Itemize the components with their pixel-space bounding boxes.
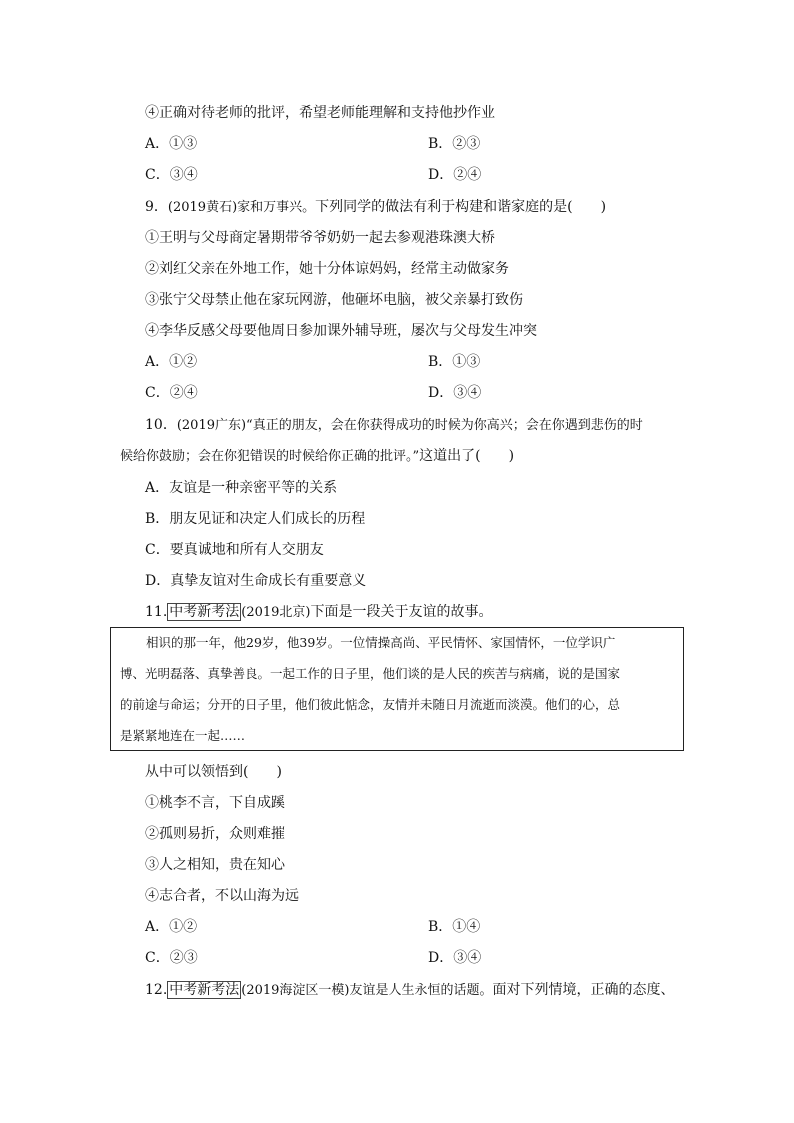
q11-item-3: ③人之相知，贵在知心 xyxy=(145,857,285,873)
q9-number: 9． xyxy=(145,199,168,215)
q10-quote-1: (2019广东)“真正的朋友，会在你获得成功的时候为你高兴；会在你遇到悲伤的时 xyxy=(176,418,643,433)
q12-source: (2019海淀区一模)友谊是人生永恒的话题。 xyxy=(241,983,493,998)
q8-option-b: B．②③ xyxy=(428,136,481,152)
q9-option-d: D．③④ xyxy=(428,385,482,401)
q11-new-method-tag: 中考新考法 xyxy=(169,604,240,620)
q11-question: 下面是一段关于友谊的故事。 xyxy=(310,604,493,620)
q12-number: 12. xyxy=(145,982,168,998)
q11-story-line-4: 是紧紧地连在一起…… xyxy=(120,728,246,743)
q10-question: 这道出了( ) xyxy=(419,448,515,464)
q11-option-d: D．③④ xyxy=(428,950,482,966)
q12-stem xyxy=(145,980,675,1001)
q11-item-4: ④志合者，不以山海为远 xyxy=(145,888,299,904)
q9-stem xyxy=(145,197,606,218)
q10-option-a: A．友谊是一种亲密平等的关系 xyxy=(145,480,338,496)
q11-option-c: C．②③ xyxy=(145,950,198,966)
q9-item-1: ①王明与父母商定暑期带爷爷奶奶一起去参观港珠澳大桥 xyxy=(145,230,495,246)
q10-stem-line-1 xyxy=(145,415,643,436)
q9-source: (2019黄石)家和万事兴。 xyxy=(167,200,316,215)
q9-option-c: C．②④ xyxy=(145,385,198,401)
q11-option-a: A．①② xyxy=(145,919,198,935)
q11-number: 11. xyxy=(145,604,168,620)
q9-option-a: A．①② xyxy=(145,354,198,370)
q11-ask: 从中可以领悟到( ) xyxy=(145,764,282,780)
q10-quote-2: 候给你鼓励；会在你犯错误的时候给你正确的批评。” xyxy=(120,449,420,464)
q9-question: 下列同学的做法有利于构建和谐家庭的是( ) xyxy=(315,199,607,215)
q10-option-c: C．要真诚地和所有人交朋友 xyxy=(145,542,324,558)
q9-item-3: ③张宁父母禁止他在家玩网游，他砸坏电脑，被父亲暴打致伤 xyxy=(145,292,523,308)
q11-story-line-1: 相识的那一年，他29岁，他39岁。一位情操高尚、平民情怀、家国情怀，一位学识广 xyxy=(146,635,616,650)
q11-source: (2019北京) xyxy=(241,605,311,620)
q10-option-d: D．真挚友谊对生命成长有重要意义 xyxy=(145,573,367,589)
q10-number: 10． xyxy=(145,417,177,433)
q12-new-method-tag: 中考新考法 xyxy=(169,982,240,998)
q8-option-a: A．①③ xyxy=(145,136,198,152)
q11-story-line-3: 的前途与命运；分开的日子里，他们彼此惦念，友情并未随日月流逝而淡漠。他们的心，总 xyxy=(120,697,621,712)
q12-question: 面对下列情境，正确的态度、 xyxy=(492,982,675,998)
q9-option-b: B．①③ xyxy=(428,354,481,370)
q9-item-4: ④李华反感父母要他周日参加课外辅导班，屡次与父母发生冲突 xyxy=(145,323,537,339)
q11-option-b: B．①④ xyxy=(428,919,481,935)
q10-stem-line-2 xyxy=(120,446,514,467)
q11-item-2: ②孤则易折，众则难摧 xyxy=(145,826,285,842)
q11-item-1: ①桃李不言，下自成蹊 xyxy=(145,795,285,811)
q8-option-c: C．③④ xyxy=(145,167,198,183)
q10-option-b: B．朋友见证和决定人们成长的历程 xyxy=(145,511,366,527)
q8-option-d: D．②④ xyxy=(428,167,482,183)
q11-stem xyxy=(145,602,493,623)
q8-item-4: ④正确对待老师的批评，希望老师能理解和支持他抄作业 xyxy=(145,105,495,121)
q9-item-2: ②刘红父亲在外地工作，她十分体谅妈妈，经常主动做家务 xyxy=(145,261,509,277)
q11-story-line-2: 博、光明磊落、真挚善良。一起工作的日子里，他们谈的是人民的疾苦与病痛，说的是国家 xyxy=(120,666,621,681)
